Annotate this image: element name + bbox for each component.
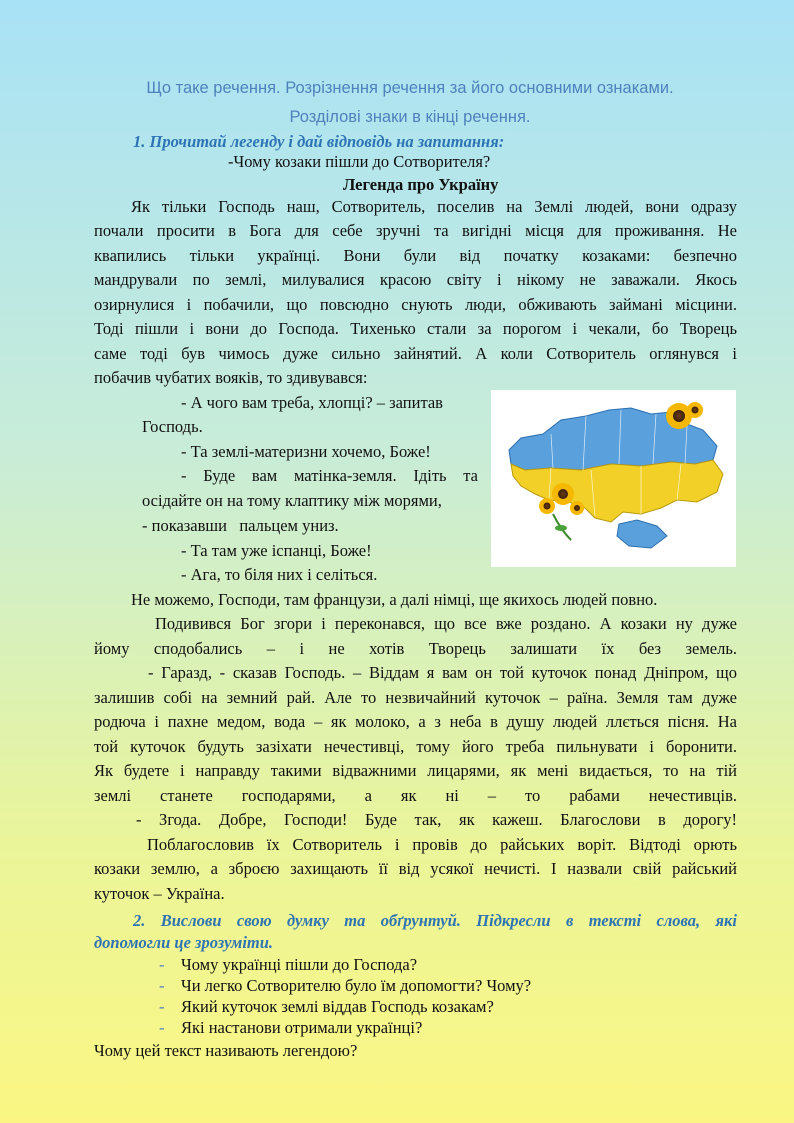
legend-line: озирнулися і побачили, що повсюдно снують люди, обживають займані місцини. — [94, 295, 737, 314]
dialog-line: Господь. — [142, 417, 203, 436]
dialog-line: - Та землі-материзни хочемо, Боже! — [181, 442, 431, 461]
dialog-line: - Та там уже іспанці, Боже! — [181, 541, 372, 560]
page-title-line-2: Розділові знаки в кінці речення. — [289, 108, 531, 126]
task-1-heading: 1. Прочитай легенду і дай відповідь на запитання: — [133, 132, 505, 151]
legend-line: Тоді пішли і вони до Господа. Тихенько стали за порогом і чекали, бо Творець — [94, 319, 737, 338]
task-2-question: Чи легко Сотворителю було їм допомогти? Чому? — [181, 976, 532, 995]
list-bullet: - — [159, 997, 165, 1016]
legend-line: йому сподобались – і не хотів Творець залишати їх без земель. — [94, 639, 737, 658]
task-2-heading-line-1: 2. Вислови свою думку та обґрунтуй. Підкресли в тексті слова, які — [133, 911, 737, 930]
legend-line: почали просити в Бога для себе зручні та вигідні місця для проживання. Не — [94, 221, 737, 240]
dialog-line: - показавши пальцем униз. — [142, 516, 339, 535]
task-2-question: Чому українці пішли до Господа? — [181, 955, 418, 974]
legend-line: землі станете господарями, а як ні – то рабами нечестивців. — [94, 786, 737, 805]
legend-title: Легенда про Україну — [343, 175, 499, 194]
dialog-line: осідайте он на тому клаптику між морями, — [142, 491, 442, 510]
legend-line: родюча і пахне медом, вода – як молоко, а з неба в душу людей ллється пісня. На — [94, 712, 737, 731]
legend-line: залишив собі на земний рай. Але то незвичайний куточок – раїна. Земля там дуже — [94, 688, 737, 707]
legend-line: мандрували по землі, милувалися красою світу і нікому не заважали. Якось — [94, 270, 737, 289]
legend-line: той куточок будуть зазіхати нечестивці, тому його треба пильнувати і боронити. — [94, 737, 737, 756]
legend-line: Поблагословив їх Сотворитель і провів до райських воріт. Відтоді орють — [147, 835, 737, 854]
legend-line: квапились тільки українці. Вони були від початку козаками: безпечно — [94, 246, 737, 265]
legend-line: Подивився Бог згори і переконався, що все вже роздано. А козаки ну дуже — [155, 614, 737, 633]
legend-line: козаки землю, а зброєю захищають її від усякої нечисті. І назвали свій райський — [94, 859, 737, 878]
legend-line: побачив чубатих вояків, то здивувався: — [94, 368, 368, 387]
dialog-line: - Буде вам матінка-земля. Ідіть та — [181, 466, 478, 485]
legend-line: куточок – Україна. — [94, 884, 225, 903]
dialog-line: - А чого вам треба, хлопці? – запитав — [181, 393, 443, 412]
task-1-question: -Чому козаки пішли до Сотворителя? — [228, 152, 491, 171]
list-bullet: - — [159, 1018, 165, 1037]
legend-line: Не можемо, Господи, там французи, а далі німці, ще якихось людей повно. — [131, 590, 658, 609]
final-question: Чому цей текст називають легендою? — [94, 1041, 358, 1060]
legend-line: - Гаразд, - сказав Господь. – Віддам я вам он той куточок понад Дніпром, що — [148, 663, 737, 682]
task-2-question: Який куточок землі віддав Господь козакам? — [181, 997, 494, 1016]
list-bullet: - — [159, 976, 165, 995]
legend-line: - Згода. Добре, Господи! Буде так, як кажеш. Благослови в дорогу! — [136, 810, 737, 829]
ukraine-map-image — [491, 390, 736, 567]
legend-line: Як тільки Господь наш, Сотворитель, поселив на Землі людей, вони одразу — [131, 197, 737, 216]
ukraine-map-icon — [491, 390, 736, 567]
legend-line: Як будете і направду такими відважними лицарями, як мені видається, то на тій — [94, 761, 737, 780]
page-title-line-1: Що таке речення. Розрізнення речення за його основними ознаками. — [146, 79, 674, 97]
dialog-line: - Ага, то біля них і селіться. — [181, 565, 378, 584]
list-bullet: - — [159, 955, 165, 974]
task-2-question: Які настанови отримали українці? — [181, 1018, 423, 1037]
task-2-heading-line-2: допомогли це зрозуміти. — [94, 933, 274, 952]
legend-line: саме тоді був чимось дуже сильно зайнятий. А коли Сотворитель оглянувся і — [94, 344, 737, 363]
